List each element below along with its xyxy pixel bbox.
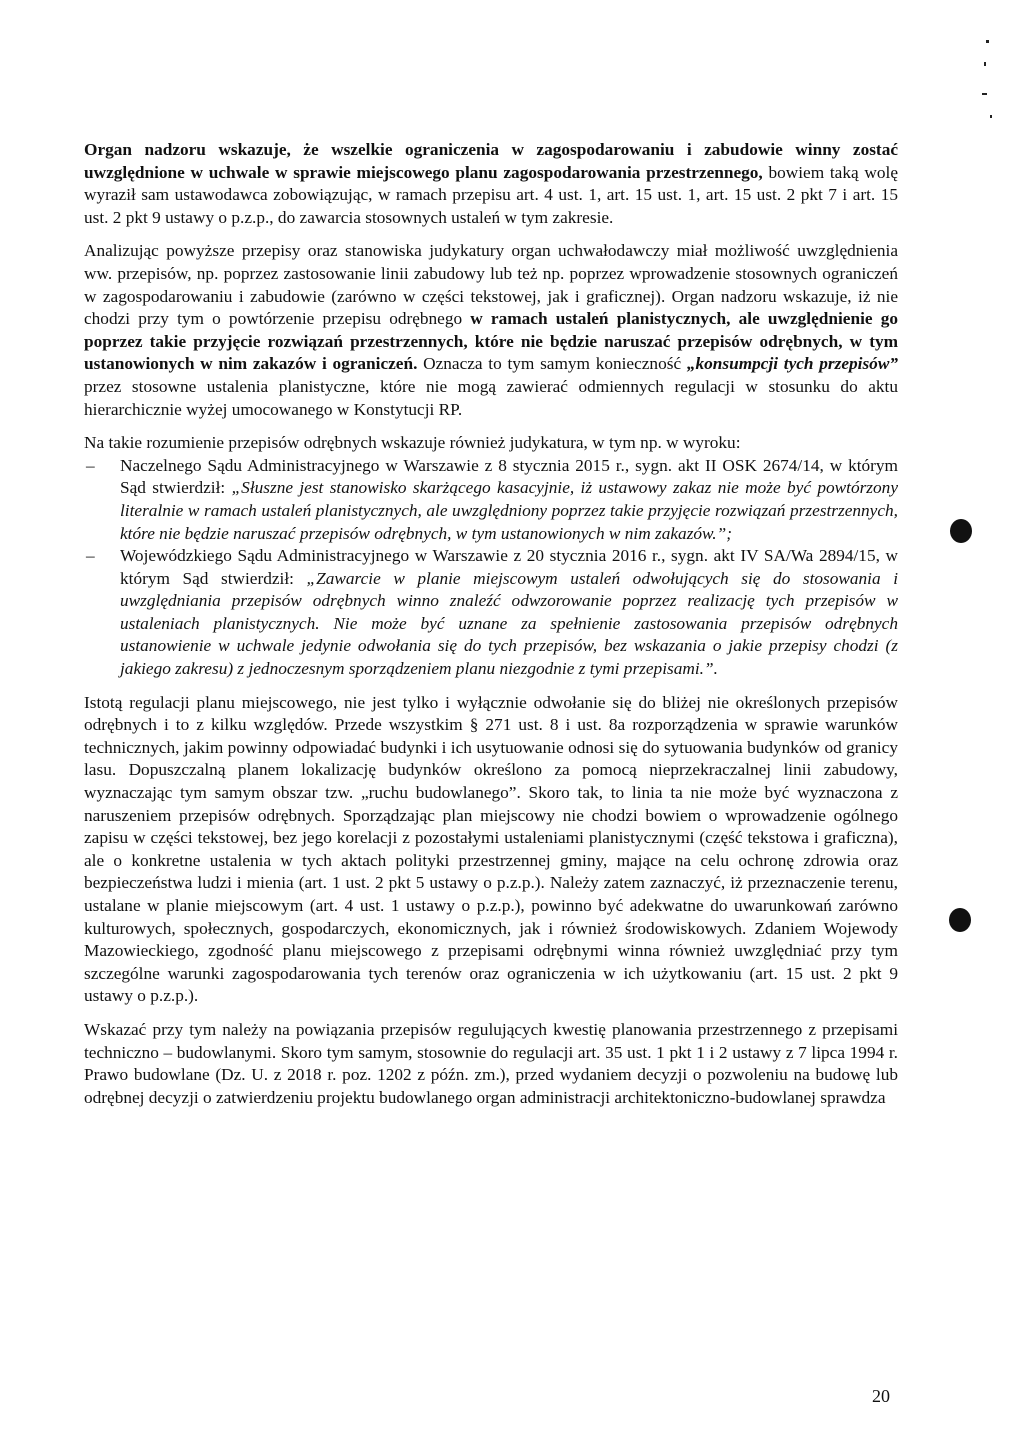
case-list bbox=[84, 455, 898, 681]
paragraph-4: Istotą regulacji planu miejscowego, nie jest tylko i wyłącznie odwołanie się do bliżej nie określonych przepisów odrębnych i to z kilku względów. Przede wszystkim § 271 ust. 8 i ust. 8a rozporządzenia w sprawie warunków technicznych, jakim powinny odpowiadać budynki i ich usytuowanie odnosi się do sytuowania budynków od granicy lasu. Dopuszczalną planem lokalizację budynków określono za pomocą nieprzekraczalnej linii zabudowy, wyznaczając tym samym obszar tzw. „ruchu budowlanego”. Skoro tak, to linia ta nie może być wyznaczona z naruszeniem przepisów odrębnych. Sporządzając plan miejscowy nie chodzi bowiem o wprowadzenie ogólnego zapisu w części tekstowej, bez jego korelacji z pozostałymi ustaleniami planistycznymi (część tekstowa i graficzna), ale o konkretne ustalenia w tych aktach polityki przestrzennej gminy, mające na celu ochronę zdrowia oraz bezpieczeństwa ludzi i mienia (art. 1 ust. 2 pkt 5 ustawy o p.z.p.). Należy zatem zaznaczyć, iż przeznaczenie terenu, ustalane w planie miejscowym (art. 4 ust. 1 ustawy o p.z.p.), powinno być adekwatne do uwarunkowań zarówno kulturowych, społecznych, gospodarczych, ekonomicznych, jak i również środowiskowych. Zdaniem Wojewody Mazowieckiego, zgodność planu miejscowego z przepisami odrębnymi winna również uwzględniać przy tym szczególne warunki zagospodarowania tych terenów oraz ograniczenia w ich użytkowaniu (art. 15 ust. 2 pkt 9 ustawy o p.z.p.). bbox=[84, 692, 898, 1006]
case-1-text: Naczelnego Sądu Administracyjnego w Warszawie z 8 stycznia 2015 r., sygn. akt II OSK 2674/14, w którym Sąd stwierdził: bbox=[120, 455, 898, 498]
case-2-text: Wojewódzkiego Sądu Administracyjnego w Warszawie z 20 stycznia 2016 r., sygn. akt IV SA/Wa 2894/15, w którym Sąd stwierdził: bbox=[120, 546, 898, 588]
paragraph-1-bold: Organ nadzoru wskazuje, że wszelkie ograniczenia w zagospodarowaniu i zabudowie winny zostać uwzględnione w uchwale w sprawie miejscowego planu zagospodarowania przestrzennego, bbox=[84, 140, 898, 182]
list-dash: – bbox=[86, 546, 95, 566]
paragraph-2-text-a: Analizując powyższe przepisy oraz stanowiska judykatury organ uchwałodawczy miał możliwość uwzględnienia ww. przepisów, np. poprzez zastosowanie linii zabudowy lub też np. poprzez wprowadzenie stosownych ograniczeń w zagospodarowaniu i zabudowie (zarówno w części tekstowej, jak i graficznej). Organ nadzoru wskazuje, iż nie chodzi przy tym o powtórzenie przepisu odrębnego bbox=[84, 241, 898, 329]
paragraph-2-text-b: Oznacza to tym samym konieczność bbox=[417, 354, 687, 374]
list-dash: – bbox=[86, 455, 95, 475]
paragraph-5: Wskazać przy tym należy na powiązania przepisów regulujących kwestię planowania przestrzennego z przepisami techniczno – budowlanymi. Skoro tym samym, stosownie do regulacji art. 35 ust. 1 pkt 1 i 2 ustawy z 7 lipca 1994 r. Prawo budowlane (Dz. U. z 2018 r. poz. 1202 z późn. zm.), przed wydaniem decyzji o pozwoleniu na budowę lub odrębnej decyzji o zatwierdzeniu projektu budowlanego organ administracji architektoniczno-budowlanej sprawdza bbox=[84, 1019, 898, 1107]
case-2-quote: „Zawarcie w planie miejscowym ustaleń odwołujących się do stosowania i uwzględniania przepisów odrębnych winno znaleźć odwzorowanie poprzez realizację tych przepisów w ustaleniach planistycznych. Nie może być uznane za spełnienie zastosowania przepisów odrębnych ustanowienie w uchwale jedynie odwołania się do tych przepisów, bez wskazania o jakie przepisy chodzi (z jakiego zakresu) z jednoczesnym sporządzeniem planu niezgodnie z tymi przepisami.”. bbox=[120, 568, 898, 679]
case-list-item bbox=[84, 455, 898, 545]
scan-speck bbox=[984, 62, 986, 66]
page-number: 20 bbox=[872, 1386, 890, 1406]
paragraph-1-text: bowiem taką wolę wyraził sam ustawodawca zobowiązując, w ramach przepisu art. 4 ust. 1, art. 15 ust. 1, art. 15 ust. 2 pkt 7 i art. 15 ust. 2 pkt 9 ustawy o p.z.p., do zawarcia stosownych ustaleń w tym zakresie. bbox=[84, 162, 898, 227]
punch-hole-dot bbox=[950, 519, 972, 543]
paragraph-3-intro: Na takie rozumienie przepisów odrębnych wskazuje również judykatura, w tym np. w wyroku: bbox=[84, 433, 741, 453]
paragraph-1 bbox=[84, 139, 898, 229]
scan-speck bbox=[990, 115, 992, 118]
paragraph-2-text-c: przez stosowne ustalenia planistyczne, które nie mogą zawierać odmiennych regulacji w stosunku do aktu hierarchicznie wyżej umocowanego w Konstytucji RP. bbox=[84, 376, 898, 419]
paragraph-2-bold-italic: „konsumpcji tych przepisów” bbox=[686, 354, 898, 374]
paragraph-2-bold: w ramach ustaleń planistycznych, ale uwzględnienie go poprzez takie przyjęcie rozwiązań przestrzennych, które nie będzie naruszać przepisów odrębnych, w tym ustanowionych w nim zakazów i ograniczeń. bbox=[84, 309, 898, 374]
punch-hole-dot bbox=[949, 908, 971, 932]
paragraph-2 bbox=[84, 240, 898, 421]
scan-speck bbox=[982, 93, 987, 95]
document-body bbox=[84, 139, 898, 1120]
scan-speck bbox=[986, 40, 989, 43]
case-list-item bbox=[84, 545, 898, 681]
case-1-quote: „Słuszne jest stanowisko skarżącego kasacyjnie, iż ustawowy zakaz nie może być powtórzony literalnie w ramach ustaleń planistycznych, ale uwzględniony poprzez takie przyjęcie rozwiązań przestrzennych, które nie będzie naruszać przepisów odrębnych, w tym ustanowionych w nim zakazów.”; bbox=[120, 478, 898, 543]
